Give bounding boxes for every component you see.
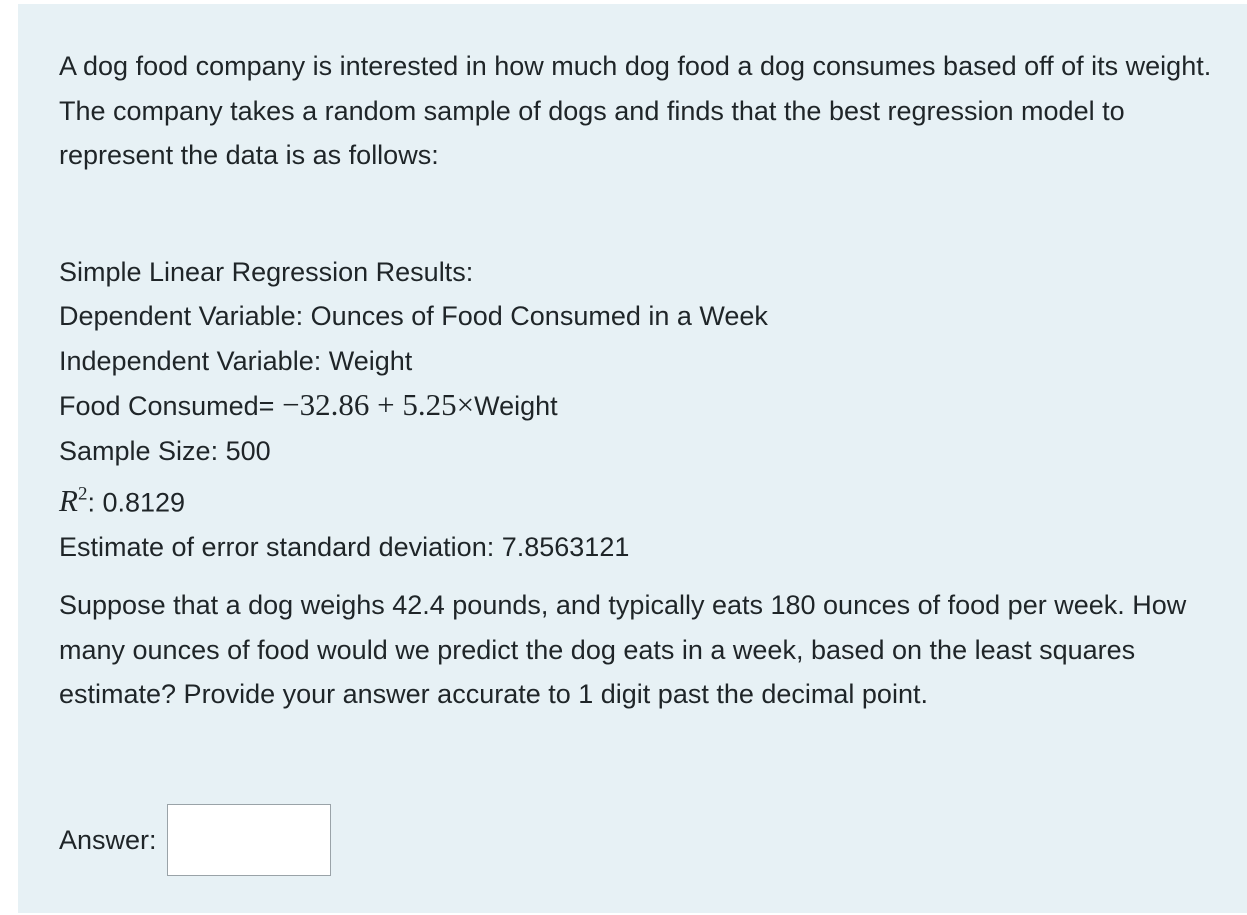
r-squared-letter: R <box>59 483 78 519</box>
answer-label: Answer: <box>59 824 157 855</box>
equation-suffix: Weight <box>474 391 558 421</box>
regression-equation <box>59 383 1239 429</box>
r-squared-symbol <box>59 483 87 518</box>
sample-size: Sample Size: 500 <box>59 435 271 466</box>
answer-input[interactable] <box>167 804 331 876</box>
answer-row <box>59 804 331 876</box>
independent-variable: Independent Variable: Weight <box>59 345 413 376</box>
problem-intro: A dog food company is interested in how much dog food a dog consumes based off of its weight. The company takes a random sample of dogs and finds that the best regression model to represent the data is as follows: <box>59 51 1212 170</box>
results-heading: Simple Linear Regression Results: <box>59 256 474 287</box>
question-text: Suppose that a dog weighs 42.4 pounds, and typically eats 180 ounces of food per week. How many ounces of food would we predict the dog eats in a week, based on the least squares estimate? Provide your answer accurate to 1 digit past the decimal point. <box>59 590 1187 710</box>
equation-prefix: Food Consumed= <box>59 391 275 421</box>
dependent-variable: Dependent Variable: Ounces of Food Consumed in a Week <box>59 301 768 331</box>
equation-math: −32.86 + 5.25× <box>274 387 475 422</box>
r-squared <box>59 473 1239 525</box>
regression-results <box>59 250 1239 570</box>
r-squared-exponent: 2 <box>77 484 88 505</box>
question-panel <box>18 4 1247 913</box>
question-content <box>59 44 1239 855</box>
r-squared-value: : 0.8129 <box>87 487 186 518</box>
error-standard-deviation: Estimate of error standard deviation: 7.8563121 <box>59 531 630 562</box>
